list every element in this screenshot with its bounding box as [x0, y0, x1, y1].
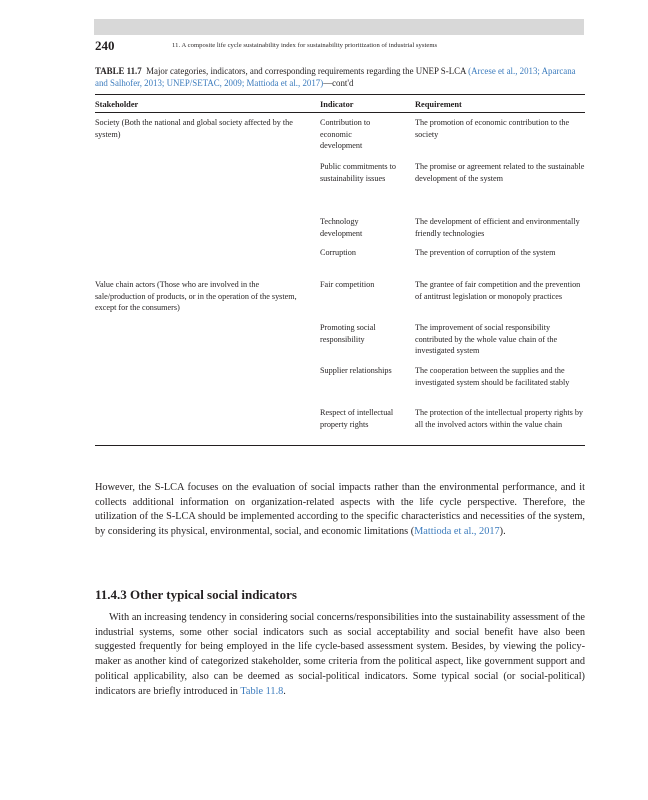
requirement-cell: The cooperation between the supplies and the investigated system should be facilitated stably: [415, 366, 570, 387]
table-bottom-rule: [95, 445, 585, 446]
indicator-cell: Promoting social responsibility: [320, 323, 376, 344]
paragraph-tail: ).: [499, 526, 506, 538]
indicator-cell: Public commitments to sustainability issues: [320, 162, 396, 183]
section-heading: 11.4.3 Other typical social indicators: [95, 587, 297, 602]
page-number: 240: [95, 38, 115, 53]
indicator-cell: Corruption: [320, 248, 356, 257]
header-band: [94, 19, 584, 35]
indicator-cell: Fair competition: [320, 280, 375, 289]
running-head: 11. A composite life cycle sustainability index for sustainability prioritization of industrial systems: [172, 42, 438, 49]
citation-link[interactable]: Mattioda et al., 2017: [414, 526, 500, 538]
col-head-requirement: Requirement: [415, 100, 462, 109]
table-label: TABLE 11.7: [95, 66, 142, 76]
table-reference-link[interactable]: Table 11.8: [240, 685, 284, 697]
col-head-indicator: Indicator: [320, 100, 354, 109]
table-citations[interactable]: (Arcese et al., 2013; Aparcana and Salhofer, 2013; UNEP/SETAC, 2009; Mattioda et al., 2017): [95, 66, 576, 88]
body-paragraph: [95, 611, 585, 699]
indicator-cell: Supplier relationships: [320, 366, 392, 375]
table-cont: —cont'd: [323, 77, 354, 88]
requirement-cell: The promotion of economic contribution to the society: [415, 118, 570, 139]
stakeholder-value-chain: Value chain actors (Those who are involved in the sale/production of products, or in the operation of the system, except for the consumers): [95, 280, 297, 313]
requirement-cell: The promise or agreement related to the sustainable development of the system: [415, 162, 585, 183]
requirement-cell: The grantee of fair competition and the prevention of antitrust legislation or monopoly practices: [415, 280, 581, 301]
paragraph-text: However, the S-LCA focuses on the evaluation of social impacts rather than the environmental performance, and it collects additional information on organization-related aspects with the life cycle perspective. Therefore, the utilization of the S-LCA should be implemented according to the specific characteristics and necessities of the system, by considering its physical, environmental, social, and economic limitations (: [95, 482, 585, 538]
requirement-cell: The protection of the intellectual property rights by all the involved actors within the value chain: [415, 408, 584, 429]
paragraph-text: With an increasing tendency in considering social concerns/responsibilities into the sustainability assessment of the industrial systems, some other social indicators such as social acceptability and social benefit have also been suggested frequently for being employed in the life cycle-based assessment system. Besides, by viewing the policy-maker as another kind of categorized stakeholder, some criteria from the political aspect, like government support and political applicability, also can be deemed as social-political indicators. Some typical social (or social-political) indicators are briefly introduced in: [95, 612, 585, 697]
body-paragraph: [95, 481, 585, 540]
indicator-cell: Technology development: [320, 217, 363, 238]
requirement-cell: The prevention of corruption of the system: [415, 248, 556, 257]
requirement-cell: The development of efficient and environmentally friendly technologies: [415, 217, 580, 238]
table-header-rule: [95, 112, 585, 113]
indicator-cell: Contribution to economic development: [320, 118, 371, 151]
table-caption: [95, 66, 590, 89]
col-head-stakeholder: Stakeholder: [95, 100, 139, 109]
table-title: Major categories, indicators, and corresponding requirements regarding the UNEP S-LCA: [146, 66, 466, 76]
indicator-cell: Respect of intellectual property rights: [320, 408, 394, 429]
requirement-cell: The improvement of social responsibility contributed by the whole value chain of the investigated system: [415, 323, 558, 356]
stakeholder-society: Society (Both the national and global society affected by the system): [95, 118, 293, 139]
paragraph-tail: .: [283, 685, 286, 697]
table-top-rule: [95, 94, 585, 95]
